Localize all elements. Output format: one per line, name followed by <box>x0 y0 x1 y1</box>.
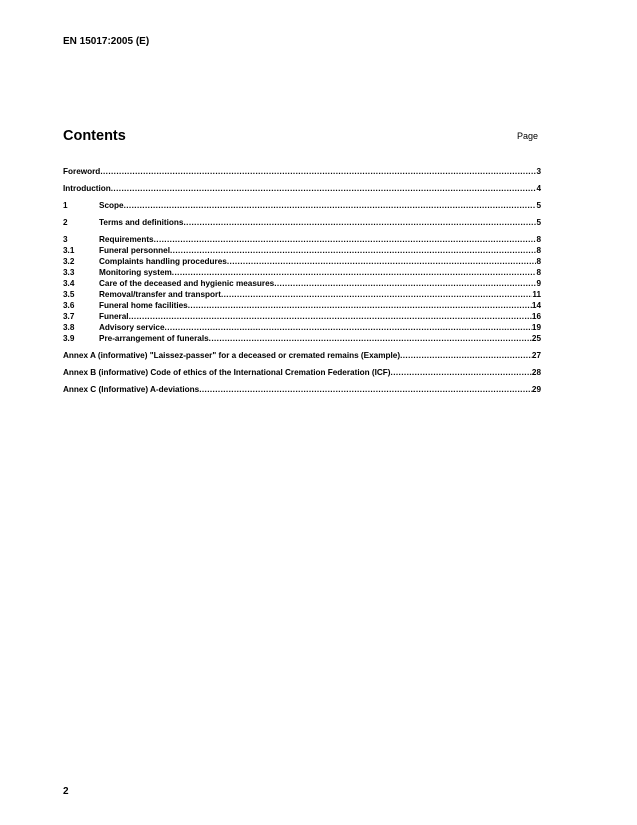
toc-entry-number: 3.1 <box>63 245 75 255</box>
toc-entry-3-4[interactable] <box>63 277 541 288</box>
toc-entry-page: 29 <box>531 384 541 394</box>
toc-entry-3-1[interactable] <box>63 244 541 255</box>
dot-leader <box>124 202 537 210</box>
toc-entry-3-3[interactable] <box>63 266 541 277</box>
toc-entry-page: 4 <box>536 183 541 193</box>
toc-entry-number: 3.8 <box>63 322 75 332</box>
toc-entry-requirements[interactable] <box>63 233 541 244</box>
toc-entry-introduction[interactable] <box>63 182 541 193</box>
toc-entry-3-8[interactable] <box>63 321 541 332</box>
toc-entry-title: Annex B (informative) Code of ethics of the International Cremation Federation (ICF) <box>63 367 391 377</box>
toc-entry-title: Funeral personnel <box>99 245 170 255</box>
toc-entry-title: Removal/transfer and transport <box>99 289 221 299</box>
toc-entry-title: Care of the deceased and hygienic measures <box>99 278 275 288</box>
toc-entry-title: Advisory service <box>99 322 165 332</box>
toc-entry-scope[interactable] <box>63 199 541 210</box>
toc-entry-title: Terms and definitions <box>99 217 184 227</box>
toc-entry-title: Annex C (Informative) A-deviations <box>63 384 200 394</box>
toc-entry-title: Requirements <box>99 234 154 244</box>
dot-leader <box>188 302 532 310</box>
dot-leader <box>391 369 532 377</box>
dot-leader <box>154 236 537 244</box>
toc-entry-title: Pre-arrangement of funerals <box>99 333 209 343</box>
dot-leader <box>227 258 537 266</box>
toc-entry-annex-b[interactable] <box>63 366 541 377</box>
toc-entry-page: 16 <box>531 311 541 321</box>
page-number: 2 <box>63 786 69 797</box>
toc-entry-page: 27 <box>531 350 541 360</box>
toc-entry-title: Funeral home facilities <box>99 300 188 310</box>
toc-entry-number: 3 <box>63 234 68 244</box>
toc-entry-number: 2 <box>63 217 68 227</box>
dot-leader <box>199 386 532 394</box>
toc-entry-page: 8 <box>536 245 541 255</box>
toc-entry-3-9[interactable] <box>63 332 541 343</box>
dot-leader <box>400 352 532 360</box>
toc-entry-page: 8 <box>536 234 541 244</box>
toc-entry-page: 3 <box>536 166 541 176</box>
toc-entry-page: 19 <box>531 322 541 332</box>
toc-entry-3-5[interactable] <box>63 288 541 299</box>
toc-entry-number: 1 <box>63 200 68 210</box>
contents-heading: Contents <box>63 128 126 144</box>
toc-entry-number: 3.3 <box>63 267 75 277</box>
toc-entry-3-2[interactable] <box>63 255 541 266</box>
toc-entry-title: Annex A (informative) "Laissez-passer" for a deceased or cremated remains (Example) <box>63 350 401 360</box>
toc-entry-title: Introduction <box>63 183 111 193</box>
dot-leader <box>111 185 537 193</box>
toc-entry-page: 8 <box>536 256 541 266</box>
toc-entry-3-7[interactable] <box>63 310 541 321</box>
toc-entry-number: 3.5 <box>63 289 75 299</box>
document-id: EN 15017:2005 (E) <box>63 36 150 47</box>
dot-leader <box>129 313 532 321</box>
dot-leader <box>165 324 532 332</box>
toc-entry-number: 3.2 <box>63 256 75 266</box>
toc-entry-title: Foreword <box>63 166 101 176</box>
toc-entry-page: 14 <box>531 300 541 310</box>
dot-leader <box>172 269 537 277</box>
toc-entry-page: 25 <box>531 333 541 343</box>
dot-leader <box>221 291 532 299</box>
dot-leader <box>183 219 536 227</box>
toc-entry-page: 11 <box>532 289 541 299</box>
toc-entry-title: Funeral <box>99 311 129 321</box>
dot-leader <box>274 280 536 288</box>
dot-leader <box>170 247 536 255</box>
page-column-label: Page <box>517 131 539 141</box>
dot-leader <box>100 168 536 176</box>
toc-entry-number: 3.9 <box>63 333 75 343</box>
toc-entry-page: 8 <box>536 267 541 277</box>
toc-entry-title: Monitoring system <box>99 267 172 277</box>
toc-entry-number: 3.6 <box>63 300 75 310</box>
toc-entry-page: 28 <box>531 367 541 377</box>
toc-entry-title: Scope <box>99 200 124 210</box>
toc-entry-foreword[interactable] <box>63 165 541 176</box>
toc-entry-number: 3.7 <box>63 311 75 321</box>
toc-entry-title: Complaints handling procedures <box>99 256 227 266</box>
toc-entry-annex-c[interactable] <box>63 383 541 394</box>
toc-entry-number: 3.4 <box>63 278 75 288</box>
toc-entry-terms[interactable] <box>63 216 541 227</box>
toc-entry-page: 5 <box>536 200 541 210</box>
toc-entry-annex-a[interactable] <box>63 349 541 360</box>
dot-leader <box>209 335 532 343</box>
toc-entry-3-6[interactable] <box>63 299 541 310</box>
toc-entry-page: 5 <box>536 217 541 227</box>
toc-entry-page: 9 <box>536 278 541 288</box>
